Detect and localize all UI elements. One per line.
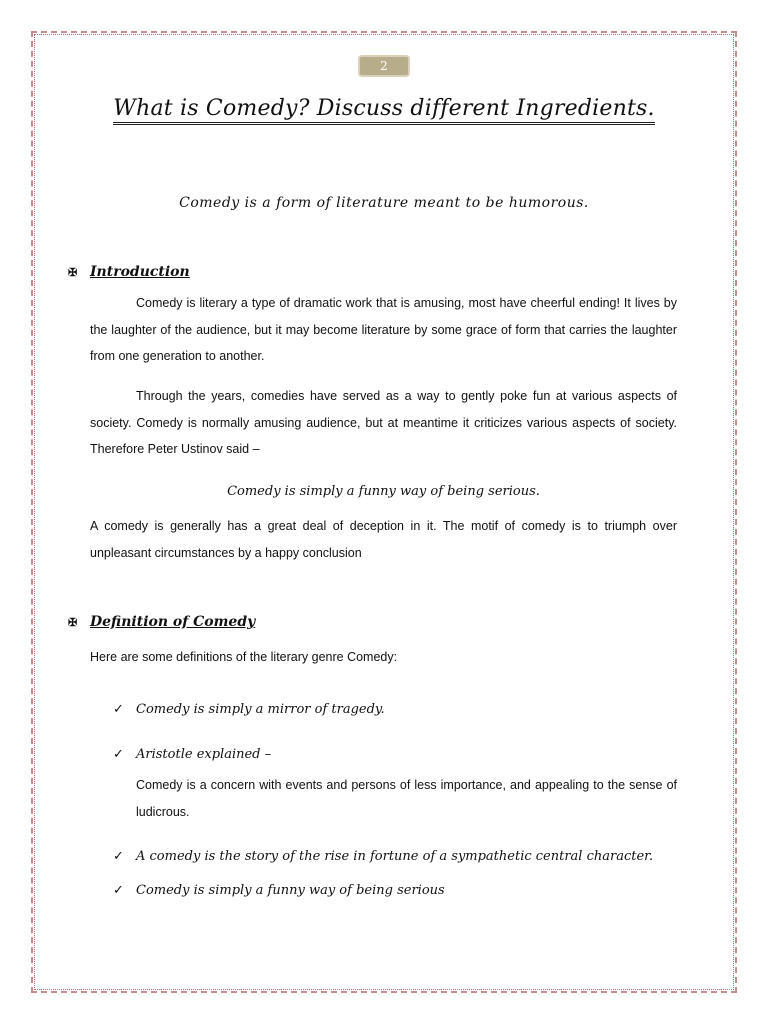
page-title bbox=[0, 96, 768, 121]
intro-paragraph-1: Comedy is literary a type of dramatic work that is amusing, most have cheerful ending! It lives by the laughter of the audience, but it may become literature by some grace of form that carries the laughter from one generation to another. bbox=[90, 296, 677, 363]
definition-item-text: Comedy is simply a funny way of being serious bbox=[136, 883, 445, 898]
section-heading-definition bbox=[68, 614, 255, 630]
intro-paragraph-3: A comedy is generally has a great deal of deception in it. The motif of comedy is to triumph over unpleasant circumstances by a happy conclusion bbox=[90, 519, 677, 560]
definition-intro: Here are some definitions of the literary genre Comedy: bbox=[90, 650, 398, 664]
checkmark-icon: ✓ bbox=[113, 746, 124, 761]
lead-sentence: Comedy is a form of literature meant to be humorous. bbox=[179, 195, 589, 211]
checkmark-icon: ✓ bbox=[113, 701, 124, 716]
page-number-badge: 2 bbox=[358, 55, 410, 77]
checkmark-icon: ✓ bbox=[113, 848, 124, 863]
section-heading-introduction bbox=[68, 264, 190, 280]
definition-item-text: A comedy is the story of the rise in fortune of a sympathetic central character. bbox=[136, 849, 654, 864]
aristotle-definition: Comedy is a concern with events and persons of less importance, and appealing to the sense of ludicrous. bbox=[136, 778, 677, 819]
intro-paragraph-2: Through the years, comedies have served as a way to gently poke fun at various aspects of society. Comedy is normally amusing audience, but at meantime it criticizes various aspects of society. Therefore Peter Ustinov said – bbox=[90, 389, 677, 456]
cross-bullet-icon: ✠ bbox=[68, 616, 78, 629]
definition-item-text: Comedy is simply a mirror of tragedy. bbox=[136, 702, 385, 717]
section-heading-text: Introduction bbox=[90, 264, 190, 280]
definition-item-text: Aristotle explained – bbox=[136, 747, 272, 762]
definition-item bbox=[113, 848, 653, 864]
section-heading-text: Definition of Comedy bbox=[90, 614, 256, 630]
checkmark-icon: ✓ bbox=[113, 882, 124, 897]
cross-bullet-icon: ✠ bbox=[68, 266, 78, 279]
definition-item bbox=[113, 701, 385, 717]
definition-item bbox=[113, 882, 445, 898]
quote-ustinov: Comedy is simply a funny way of being serious. bbox=[227, 484, 540, 499]
definition-item bbox=[113, 746, 271, 762]
page-border-inner bbox=[34, 34, 734, 990]
page-title-text: What is Comedy? Discuss different Ingredients. bbox=[113, 96, 654, 125]
